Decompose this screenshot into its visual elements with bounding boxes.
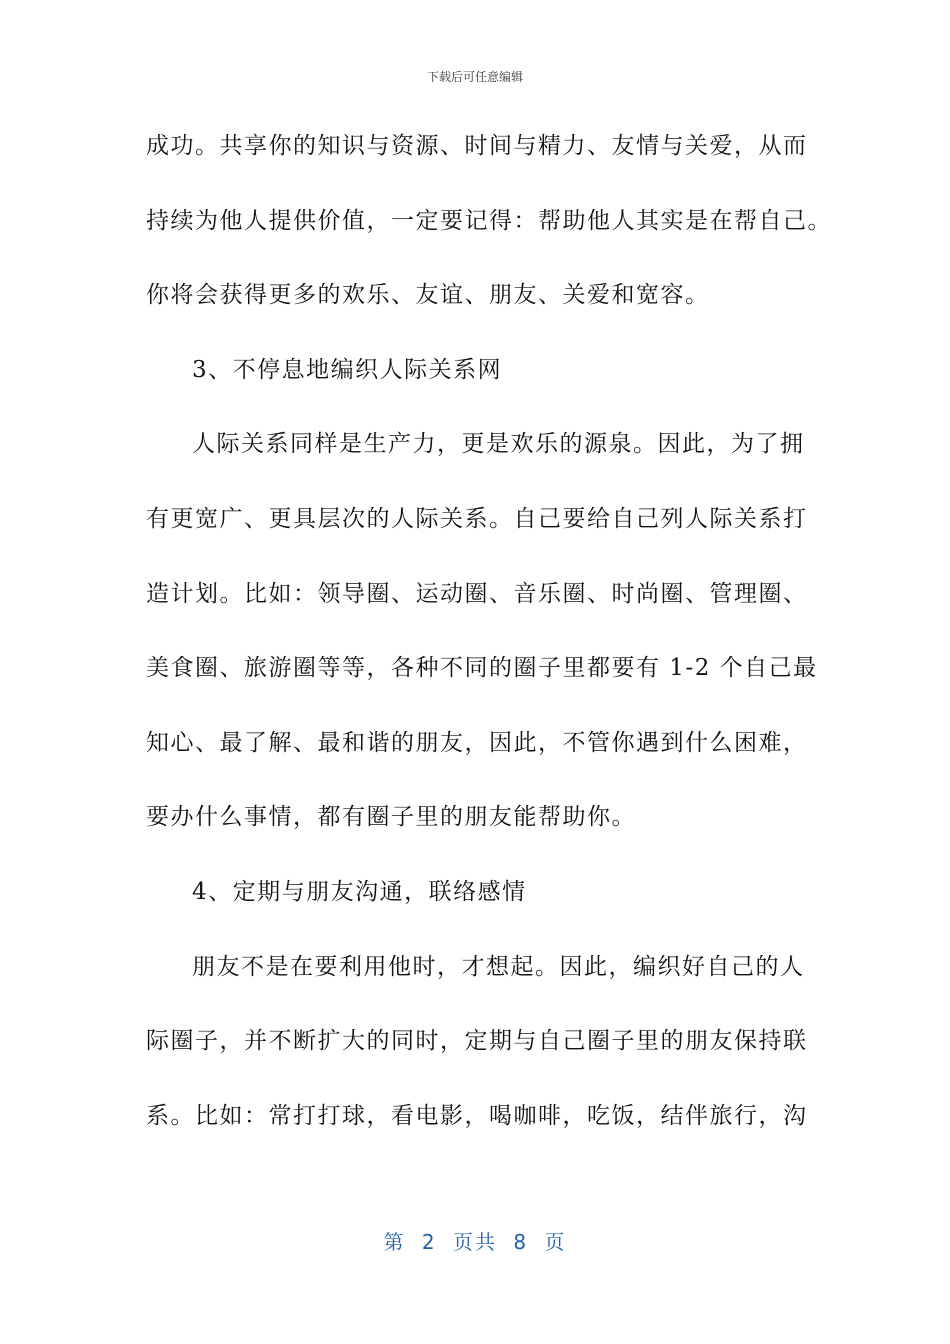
text-line: 成功。共享你的知识与资源、时间与精力、友情与关爱，从而 [146, 133, 808, 159]
text-line: 持续为他人提供价值，一定要记得：帮助他人其实是在帮自己。 [146, 207, 832, 234]
text-line: 人际关系同样是生产力，更是欢乐的源泉。因此，为了拥 [192, 431, 805, 458]
body-text [146, 120, 832, 1164]
text-line: 系。比如：常打打球，看电影，喝咖啡，吃饭，结伴旅行，沟 [146, 1102, 808, 1129]
text-line: 美食圈、旅游圈等等，各种不同的圈子里都要有 1-2 个自己最 [146, 655, 818, 682]
text-line: 你将会获得更多的欢乐、友谊、朋友、关爱和宽容。 [146, 282, 710, 309]
text-line: 有更宽广、更具层次的人际关系。自己要给自己列人际关系打 [146, 505, 808, 532]
text-line: 造计划。比如：领导圈、运动圈、音乐圈、时尚圈、管理圈、 [146, 580, 808, 607]
page-number: 第 2 页共 8 页 [383, 1230, 567, 1254]
section-heading: 3、不停息地编织人际关系网 [192, 356, 503, 383]
text-line: 知心、最了解、最和谐的朋友，因此，不管你遇到什么困难， [146, 729, 808, 756]
text-line: 际圈子，并不断扩大的同时，定期与自己圈子里的朋友保持联 [146, 1028, 808, 1055]
header-note: 下载后可任意编辑 [426, 70, 523, 84]
text-line: 要办什么事情，都有圈子里的朋友能帮助你。 [146, 804, 636, 831]
text-line: 朋友不是在要利用他时，才想起。因此，编织好自己的人 [192, 953, 805, 980]
section-heading: 4、定期与朋友沟通，联络感情 [192, 878, 527, 905]
